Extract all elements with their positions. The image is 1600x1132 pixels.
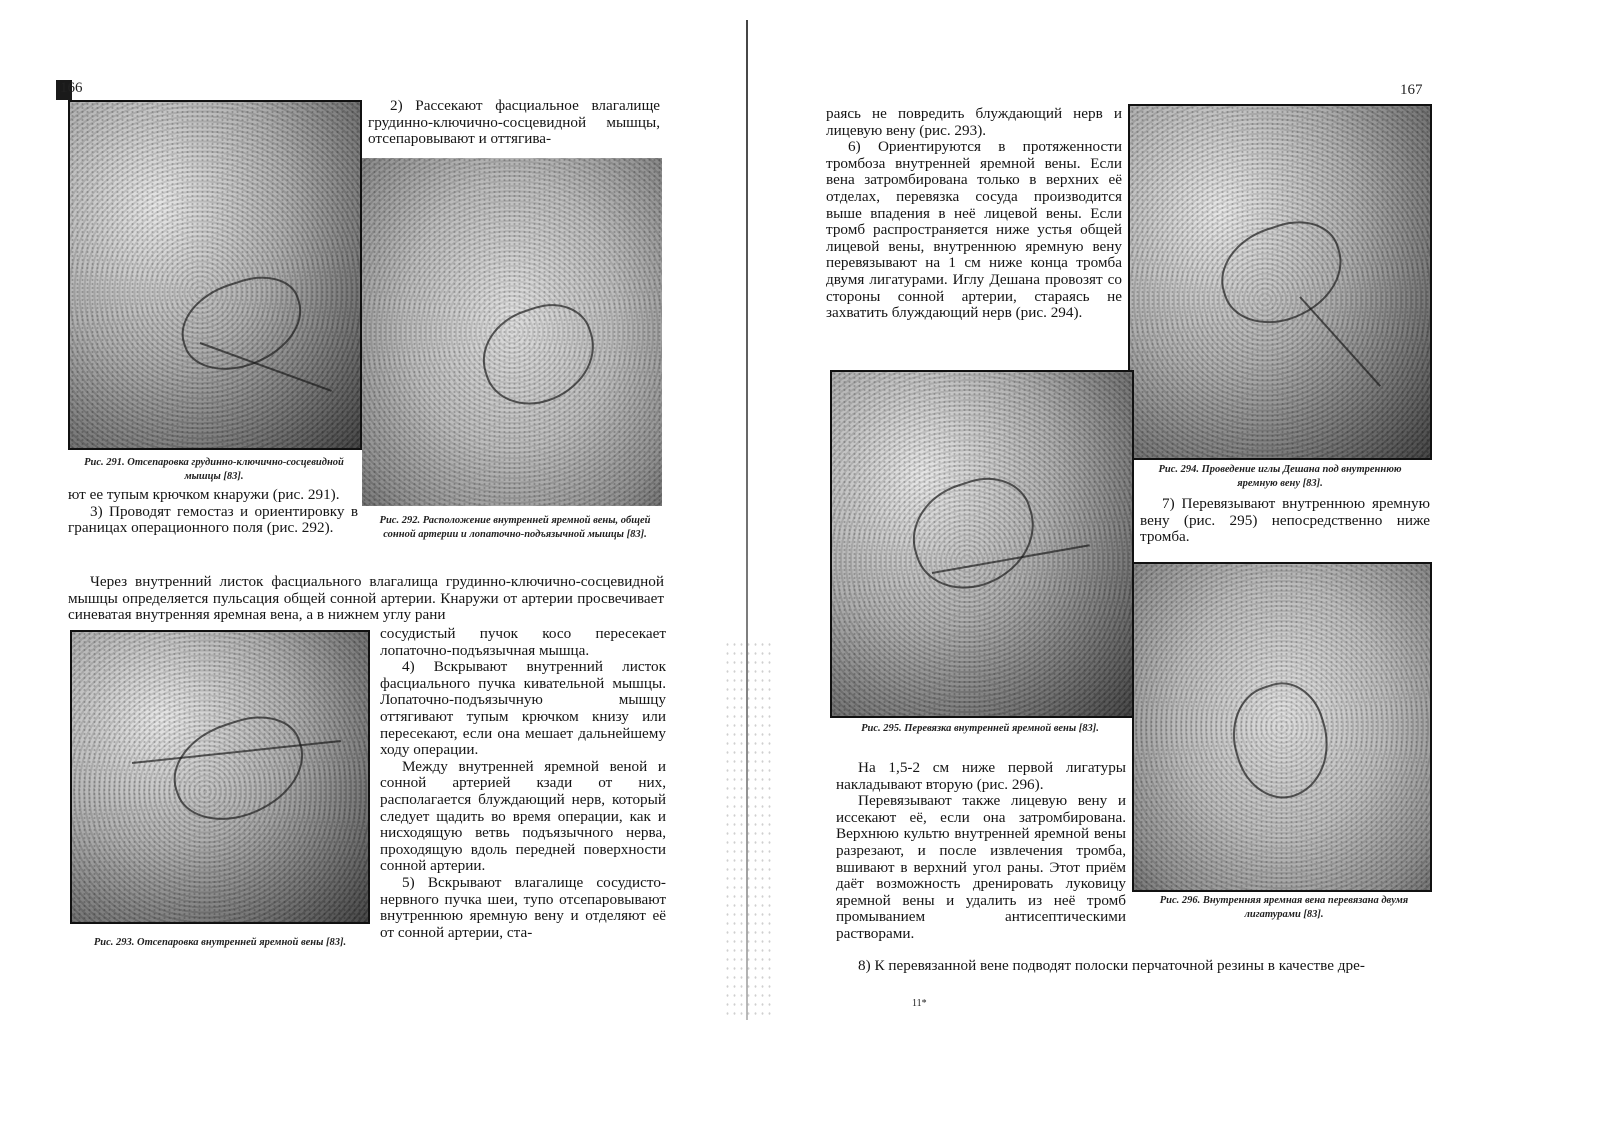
wound-outline (470, 293, 607, 418)
figure-292-caption: Рис. 292. Расположение внутренней яремной вены, общей сонной артерии и лопаточно-подъязычной мышцы [83]. (379, 515, 651, 540)
figure-294-caption: Рис. 294. Проведение иглы Дешана под внутреннюю яремную вену [83]. (1158, 464, 1402, 489)
second-ligature-paragraph: На 1,5-2 см ниже первой лигатуры накладывают вторую (рис. 296). (836, 759, 1126, 793)
figure-295-photo (830, 370, 1134, 718)
step-2-continuation: ют ее тупым крючком кнаружи (рис. 291). (68, 486, 340, 503)
step-2-paragraph: 2) Рассекают фасциальное влагалище грудинно-ключично-сосцевидной мышцы, отсепаровывают и оттягива- (368, 97, 660, 148)
step-8-paragraph: 8) К перевязанной вене подводят полоски перчаточной резины в качестве дре- (858, 957, 1365, 974)
wound-outline (899, 465, 1049, 602)
figure-295-caption: Рис. 295. Перевязка внутренней яремной вены [83]. (861, 723, 1099, 734)
figure-296-photo (1132, 562, 1432, 892)
figure-293-caption: Рис. 293. Отсепаровка внутренней яремной вены [83]. (93, 937, 347, 948)
signature-mark: 11* (912, 998, 927, 1009)
pulsation-paragraph-text: Через внутренний листок фасциального влагалища грудинно-ключично-сосцевидной мышцы определяется пульсация общей сонной артерии. Кнаружи от артерии просвечивает синеватая внутренняя яремная вена, а в нижнем углу рани (68, 573, 664, 624)
step-5-paragraph: 5) Вскрывают влагалище сосудисто-нервного пучка шеи, тупо отсепаровывают внутреннюю яремную вену и отделяют её от сонной артерии, ста- (380, 873, 666, 941)
step-2-text (368, 98, 660, 148)
wound-outline (1209, 209, 1356, 337)
step-4-paragraph: 4) Вскрывают внутренний листок фасциального пучка кивательной мышцы. Лопаточно-подъязычную мышцу оттягивают тупым крючком книзу или пересекают, если она мешает дальнейшему ходу операции. (380, 658, 666, 759)
step-6-paragraph: 6) Ориентируются в протяженности тромбоза внутренней яремной вены. Если вена затромбирована только в верхних её отделах, перевязка сосуда производится выше впадения в неё лицевой вены. Если тромб распространяется ниже устья общей лицевой вены, внутреннюю яремную вену перевязывают на 1 см ниже конца тромба двумя лигатурами. Иглу Дешана провозят со стороны сонной артерии, стараясь не захватить блуждающий нерв (рис. 294). (826, 138, 1122, 322)
continuation-paragraph: раясь не повредить блуждающий нерв и лицевую вену (рис. 293). (826, 105, 1122, 139)
step-8-text (836, 958, 1436, 975)
ligature-text (836, 760, 1126, 943)
figure-292-photo (362, 158, 662, 506)
scan-noise (724, 640, 772, 1020)
figure-294-photo (1128, 104, 1432, 460)
step-7-text (1140, 496, 1430, 546)
step-7-paragraph: 7) Перевязывают внутреннюю яремную вену (рис. 295) непосредственно ниже тромба. (1140, 495, 1430, 546)
figure-291-caption: Рис. 291. Отсепаровка грудинно-ключично-сосцевидной мышцы [83]. (84, 457, 344, 482)
wound-outline (161, 704, 317, 835)
deschamps-needle (1299, 296, 1381, 387)
step-6-text (826, 106, 1122, 322)
facial-vein-paragraph: Перевязывают также лицевую вену и иссекают её, если она затромбирована. Верхнюю культю внутренней яремной вены разрезают, и после извлечения тромба, вшивают в верхний угол раны. Этот приём даёт возможность дренировать луковицу яремной вены и удалить из неё тромб промыванием антисептическими растворами. (836, 792, 1126, 942)
wound-outline (170, 265, 314, 383)
step-2-3-text (68, 487, 358, 537)
figure-296-caption: Рис. 296. Внутренняя яремная вена перевязана двумя лигатурами [83]. (1159, 895, 1409, 920)
figure-293-photo (70, 630, 370, 924)
steps-4-5-text (380, 626, 666, 941)
pulsation-paragraph (68, 574, 664, 624)
step-3-paragraph: 3) Проводят гемостаз и ориентировку в границах операционного поля (рис. 292). (68, 502, 358, 537)
wound-outline (1219, 672, 1344, 809)
nerve-paragraph: Между внутренней яремной веной и сонной артерией кзади от них, располагается блуждающий нерв, который следует щадить во время операции, как и нисходящую ветвь подъязычного нерва, проходящую вдоль передней поверхности сонной артерии. (380, 757, 666, 875)
left-page-number: 166 (60, 80, 83, 96)
pulsation-paragraph-end: сосудистый пучок косо пересекает лопаточно-подъязычная мышца. (380, 625, 666, 659)
right-page-number: 167 (1400, 82, 1423, 98)
figure-291-photo (68, 100, 362, 450)
